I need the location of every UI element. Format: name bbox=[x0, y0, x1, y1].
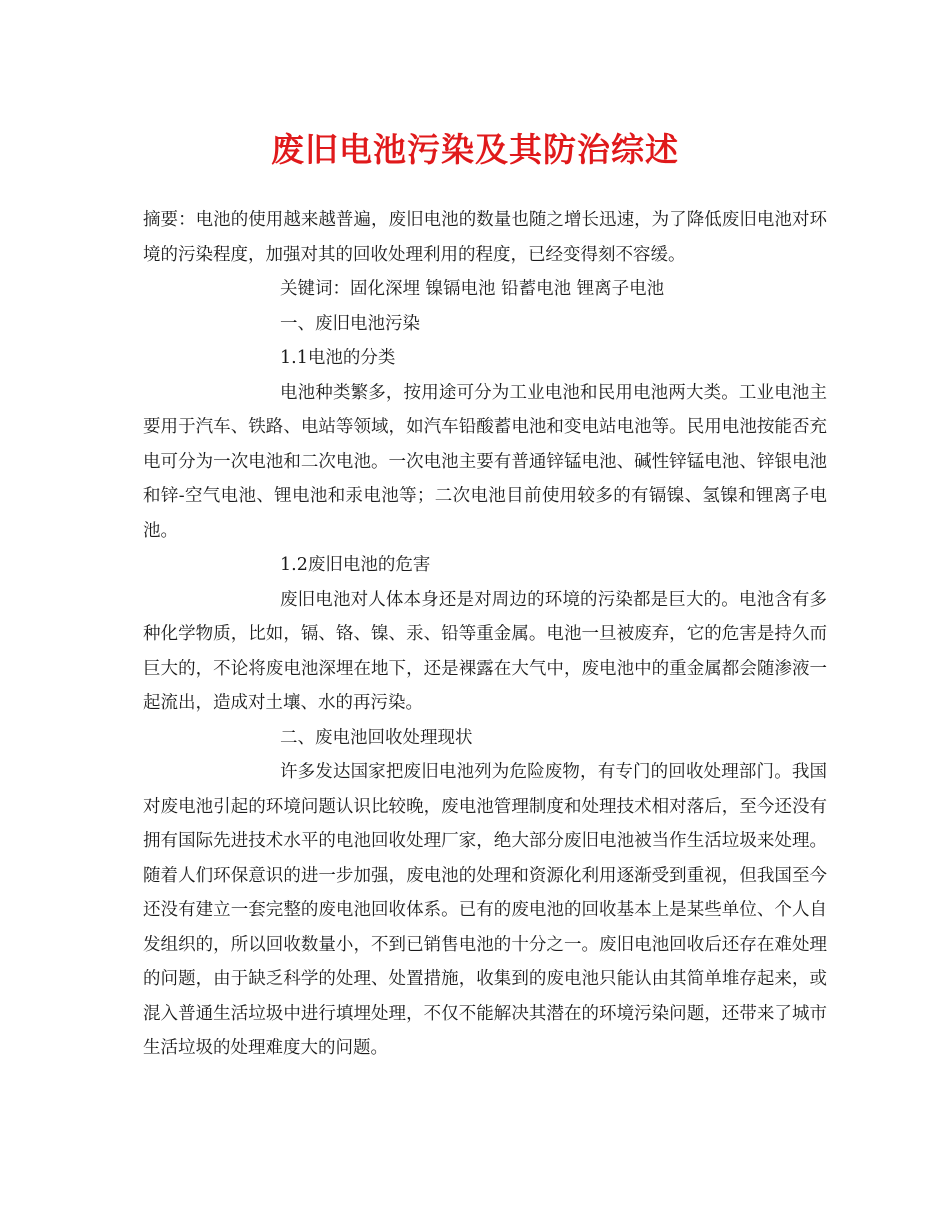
section-2-heading: 二、废电池回收处理现状 bbox=[280, 727, 473, 748]
section-1-1-heading: 1.1电池的分类 bbox=[280, 348, 396, 368]
section-1-heading: 一、废旧电池污染 bbox=[280, 313, 420, 334]
document-body bbox=[143, 203, 827, 1066]
abstract-paragraph: 摘要：电池的使用越来越普遍，废旧电池的数量也随之增长迅速，为了降低废旧电池对环境的污染程度，加强对其的回收处理利用的程度，已经变得刻不容缓。 bbox=[143, 210, 827, 265]
section-1-1-paragraph: 电池种类繁多，按用途可分为工业电池和民用电池两大类。工业电池主要用于汽车、铁路、电站等领域，如汽车铅酸蓄电池和变电站电池等。民用电池按能否充电可分为一次电池和二次电池。一次电池主要有普通锌锰电池、碱性锌锰电池、锌银电池和锌-空气电池、锂电池和汞电池等；二次电池目前使用较多的有镉镍、氢镍和锂离子电池。 bbox=[143, 382, 827, 541]
keywords-line: 关键词：固化深埋 镍镉电池 铅蓄电池 锂离子电池 bbox=[280, 279, 665, 299]
page-title: 废旧电池污染及其防治综述 bbox=[271, 130, 679, 169]
section-1-2-paragraph: 废旧电池对人体本身还是对周边的环境的污染都是巨大的。电池含有多种化学物质，比如，镉、铬、镍、汞、铅等重金属。电池一旦被废弃，它的危害是持久而巨大的，不论将废电池深埋在地下，还是裸露在大气中，废电池中的重金属都会随渗液一起流出，造成对土壤、水的再污染。 bbox=[143, 589, 827, 713]
section-1-2-heading: 1.2废旧电池的危害 bbox=[280, 555, 431, 575]
section-2-paragraph: 许多发达国家把废旧电池列为危险废物，有专门的回收处理部门。我国对废电池引起的环境问题认识比较晚，废电池管理制度和处理技术相对落后，至今还没有拥有国际先进技术水平的电池回收处理厂家，绝大部分废旧电池被当作生活垃圾来处理。随着人们环保意识的进一步加强，废电池的处理和资源化利用逐渐受到重视，但我国至今还没有建立一套完整的废电池回收体系。已有的废电池的回收基本上是某些单位、个人自发组织的，所以回收数量小，不到已销售电池的十分之一。废旧电池回收后还存在难处理的问题，由于缺乏科学的处理、处置措施，收集到的废电池只能认由其简单堆存起来，或混入普通生活垃圾中进行填埋处理，不仅不能解决其潜在的环境污染问题，还带来了城市生活垃圾的处理难度大的问题。 bbox=[143, 762, 827, 1058]
